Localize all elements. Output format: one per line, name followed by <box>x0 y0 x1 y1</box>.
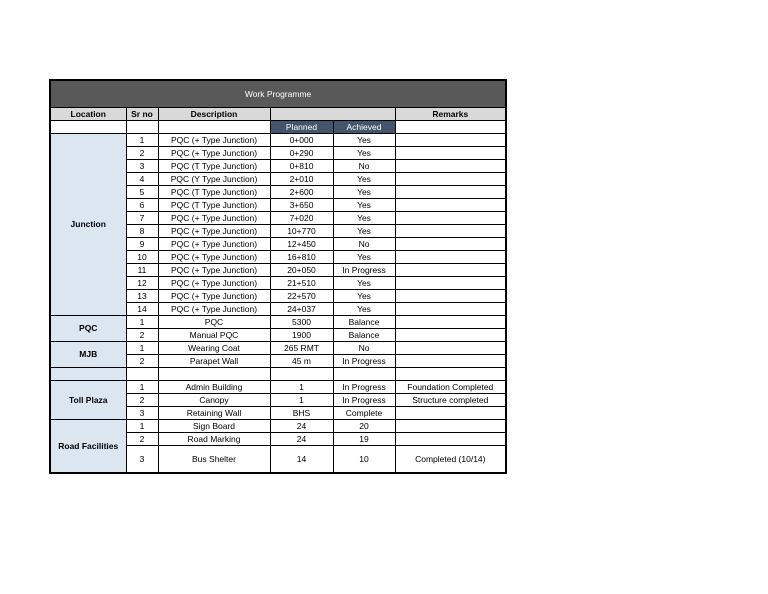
description-cell: PQC (T Type Junction) <box>158 199 270 212</box>
sr-no-cell: 1 <box>126 381 158 394</box>
group-label-road-facilities: Road Facilities <box>50 420 126 474</box>
description-cell: Manual PQC <box>158 329 270 342</box>
subheader-blank-sr <box>126 121 158 134</box>
planned-cell: 0+290 <box>270 147 333 160</box>
group-label-junction: Junction <box>50 134 126 316</box>
description-cell: PQC (+ Type Junction) <box>158 303 270 316</box>
header-achieved: Achieved <box>333 121 395 134</box>
title-row <box>50 80 506 108</box>
remarks-cell <box>395 316 506 329</box>
remarks-cell <box>395 160 506 173</box>
achieved-cell: Yes <box>333 134 395 147</box>
sr-no-cell: 4 <box>126 173 158 186</box>
remarks-cell <box>395 264 506 277</box>
sr-no-cell: 6 <box>126 199 158 212</box>
achieved-cell: 10 <box>333 446 395 474</box>
planned-cell: 1 <box>270 394 333 407</box>
achieved-cell: In Progress <box>333 394 395 407</box>
planned-cell: 1 <box>270 381 333 394</box>
description-cell: PQC (+ Type Junction) <box>158 147 270 160</box>
remarks-cell: Structure completed <box>395 394 506 407</box>
remarks-cell <box>395 342 506 355</box>
remarks-cell <box>395 303 506 316</box>
sr-no-cell: 2 <box>126 147 158 160</box>
header-sr-no: Sr no <box>126 108 158 121</box>
planned-cell: 21+510 <box>270 277 333 290</box>
remarks-cell: Foundation Completed <box>395 381 506 394</box>
sr-no-cell: 1 <box>126 134 158 147</box>
blank-cell <box>50 368 126 381</box>
sr-no-cell: 2 <box>126 329 158 342</box>
sr-no-cell: 11 <box>126 264 158 277</box>
achieved-cell: No <box>333 238 395 251</box>
planned-cell: 14 <box>270 446 333 474</box>
sr-no-cell: 9 <box>126 238 158 251</box>
sr-no-cell: 1 <box>126 342 158 355</box>
sr-no-cell: 13 <box>126 290 158 303</box>
remarks-cell <box>395 225 506 238</box>
achieved-cell: In Progress <box>333 381 395 394</box>
header-status-blank <box>270 108 395 121</box>
achieved-cell: In Progress <box>333 355 395 368</box>
description-cell: PQC (Y Type Junction) <box>158 173 270 186</box>
work-programme-table <box>49 79 507 474</box>
description-cell: Retaining Wall <box>158 407 270 420</box>
header-description: Description <box>158 108 270 121</box>
sr-no-cell: 1 <box>126 420 158 433</box>
planned-cell: 265 RMT <box>270 342 333 355</box>
remarks-cell <box>395 251 506 264</box>
sr-no-cell: 2 <box>126 433 158 446</box>
sr-no-cell: 14 <box>126 303 158 316</box>
sr-no-cell: 3 <box>126 160 158 173</box>
planned-cell: BHS <box>270 407 333 420</box>
description-cell: PQC (+ Type Junction) <box>158 134 270 147</box>
achieved-cell: Yes <box>333 290 395 303</box>
achieved-cell: No <box>333 160 395 173</box>
remarks-cell <box>395 407 506 420</box>
remarks-cell <box>395 173 506 186</box>
planned-cell: 16+810 <box>270 251 333 264</box>
description-cell: PQC (+ Type Junction) <box>158 225 270 238</box>
achieved-cell: Yes <box>333 173 395 186</box>
remarks-cell <box>395 277 506 290</box>
group-label-mjb: MJB <box>50 342 126 368</box>
planned-cell: 1900 <box>270 329 333 342</box>
description-cell: PQC (+ Type Junction) <box>158 290 270 303</box>
table-row <box>50 342 506 355</box>
planned-cell: 5300 <box>270 316 333 329</box>
description-cell: PQC <box>158 316 270 329</box>
description-cell: PQC (T Type Junction) <box>158 186 270 199</box>
sr-no-cell: 1 <box>126 316 158 329</box>
planned-cell: 24 <box>270 420 333 433</box>
description-cell: Parapet Wall <box>158 355 270 368</box>
header-remarks: Remarks <box>395 108 506 121</box>
subheader-blank-location <box>50 121 126 134</box>
achieved-cell: Yes <box>333 225 395 238</box>
planned-cell: 0+000 <box>270 134 333 147</box>
planned-cell: 24+037 <box>270 303 333 316</box>
achieved-cell: Yes <box>333 199 395 212</box>
table-row <box>50 381 506 394</box>
achieved-cell: Balance <box>333 329 395 342</box>
planned-cell: 2+010 <box>270 173 333 186</box>
planned-cell: 45 m <box>270 355 333 368</box>
achieved-cell: Complete <box>333 407 395 420</box>
description-cell: PQC (T Type Junction) <box>158 160 270 173</box>
sr-no-cell: 3 <box>126 407 158 420</box>
description-cell: Bus Shelter <box>158 446 270 474</box>
description-cell: PQC (+ Type Junction) <box>158 277 270 290</box>
group-label-pqc: PQC <box>50 316 126 342</box>
sr-no-cell: 12 <box>126 277 158 290</box>
planned-cell: 24 <box>270 433 333 446</box>
achieved-cell: 20 <box>333 420 395 433</box>
subheader-row <box>50 121 506 134</box>
table-title: Work Programme <box>50 80 506 108</box>
achieved-cell: 19 <box>333 433 395 446</box>
sr-no-cell: 10 <box>126 251 158 264</box>
group-label-toll-plaza: Toll Plaza <box>50 381 126 420</box>
description-cell: PQC (+ Type Junction) <box>158 251 270 264</box>
remarks-cell <box>395 433 506 446</box>
description-cell: PQC (+ Type Junction) <box>158 264 270 277</box>
achieved-cell: Yes <box>333 186 395 199</box>
blank-cell <box>126 368 158 381</box>
planned-cell: 3+650 <box>270 199 333 212</box>
remarks-cell: Completed (10/14) <box>395 446 506 474</box>
blank-cell <box>333 368 395 381</box>
planned-cell: 12+450 <box>270 238 333 251</box>
table-row <box>50 316 506 329</box>
remarks-cell <box>395 212 506 225</box>
achieved-cell: Yes <box>333 277 395 290</box>
achieved-cell: Yes <box>333 303 395 316</box>
description-cell: Canopy <box>158 394 270 407</box>
blank-cell <box>158 368 270 381</box>
planned-cell: 10+770 <box>270 225 333 238</box>
achieved-cell: No <box>333 342 395 355</box>
achieved-cell: Yes <box>333 212 395 225</box>
remarks-cell <box>395 186 506 199</box>
blank-cell <box>270 368 333 381</box>
table-row <box>50 134 506 147</box>
remarks-cell <box>395 147 506 160</box>
remarks-cell <box>395 238 506 251</box>
sr-no-cell: 8 <box>126 225 158 238</box>
planned-cell: 22+570 <box>270 290 333 303</box>
remarks-cell <box>395 329 506 342</box>
achieved-cell: Yes <box>333 147 395 160</box>
achieved-cell: In Progress <box>333 264 395 277</box>
achieved-cell: Yes <box>333 251 395 264</box>
remarks-cell <box>395 420 506 433</box>
sr-no-cell: 2 <box>126 355 158 368</box>
remarks-cell <box>395 134 506 147</box>
subheader-blank-desc <box>158 121 270 134</box>
remarks-cell <box>395 199 506 212</box>
remarks-cell <box>395 355 506 368</box>
description-cell: Sign Board <box>158 420 270 433</box>
planned-cell: 20+050 <box>270 264 333 277</box>
description-cell: Wearing Coat <box>158 342 270 355</box>
header-row <box>50 108 506 121</box>
sr-no-cell: 2 <box>126 394 158 407</box>
description-cell: Road Marking <box>158 433 270 446</box>
planned-cell: 0+810 <box>270 160 333 173</box>
description-cell: PQC (+ Type Junction) <box>158 238 270 251</box>
blank-cell <box>395 368 506 381</box>
sr-no-cell: 7 <box>126 212 158 225</box>
header-location: Location <box>50 108 126 121</box>
subheader-blank-remarks <box>395 121 506 134</box>
description-cell: Admin Building <box>158 381 270 394</box>
sr-no-cell: 3 <box>126 446 158 474</box>
description-cell: PQC (+ Type Junction) <box>158 212 270 225</box>
header-planned: Planned <box>270 121 333 134</box>
remarks-cell <box>395 290 506 303</box>
sr-no-cell: 5 <box>126 186 158 199</box>
planned-cell: 2+600 <box>270 186 333 199</box>
achieved-cell: Balance <box>333 316 395 329</box>
planned-cell: 7+020 <box>270 212 333 225</box>
table-row <box>50 420 506 433</box>
blank-row <box>50 368 506 381</box>
